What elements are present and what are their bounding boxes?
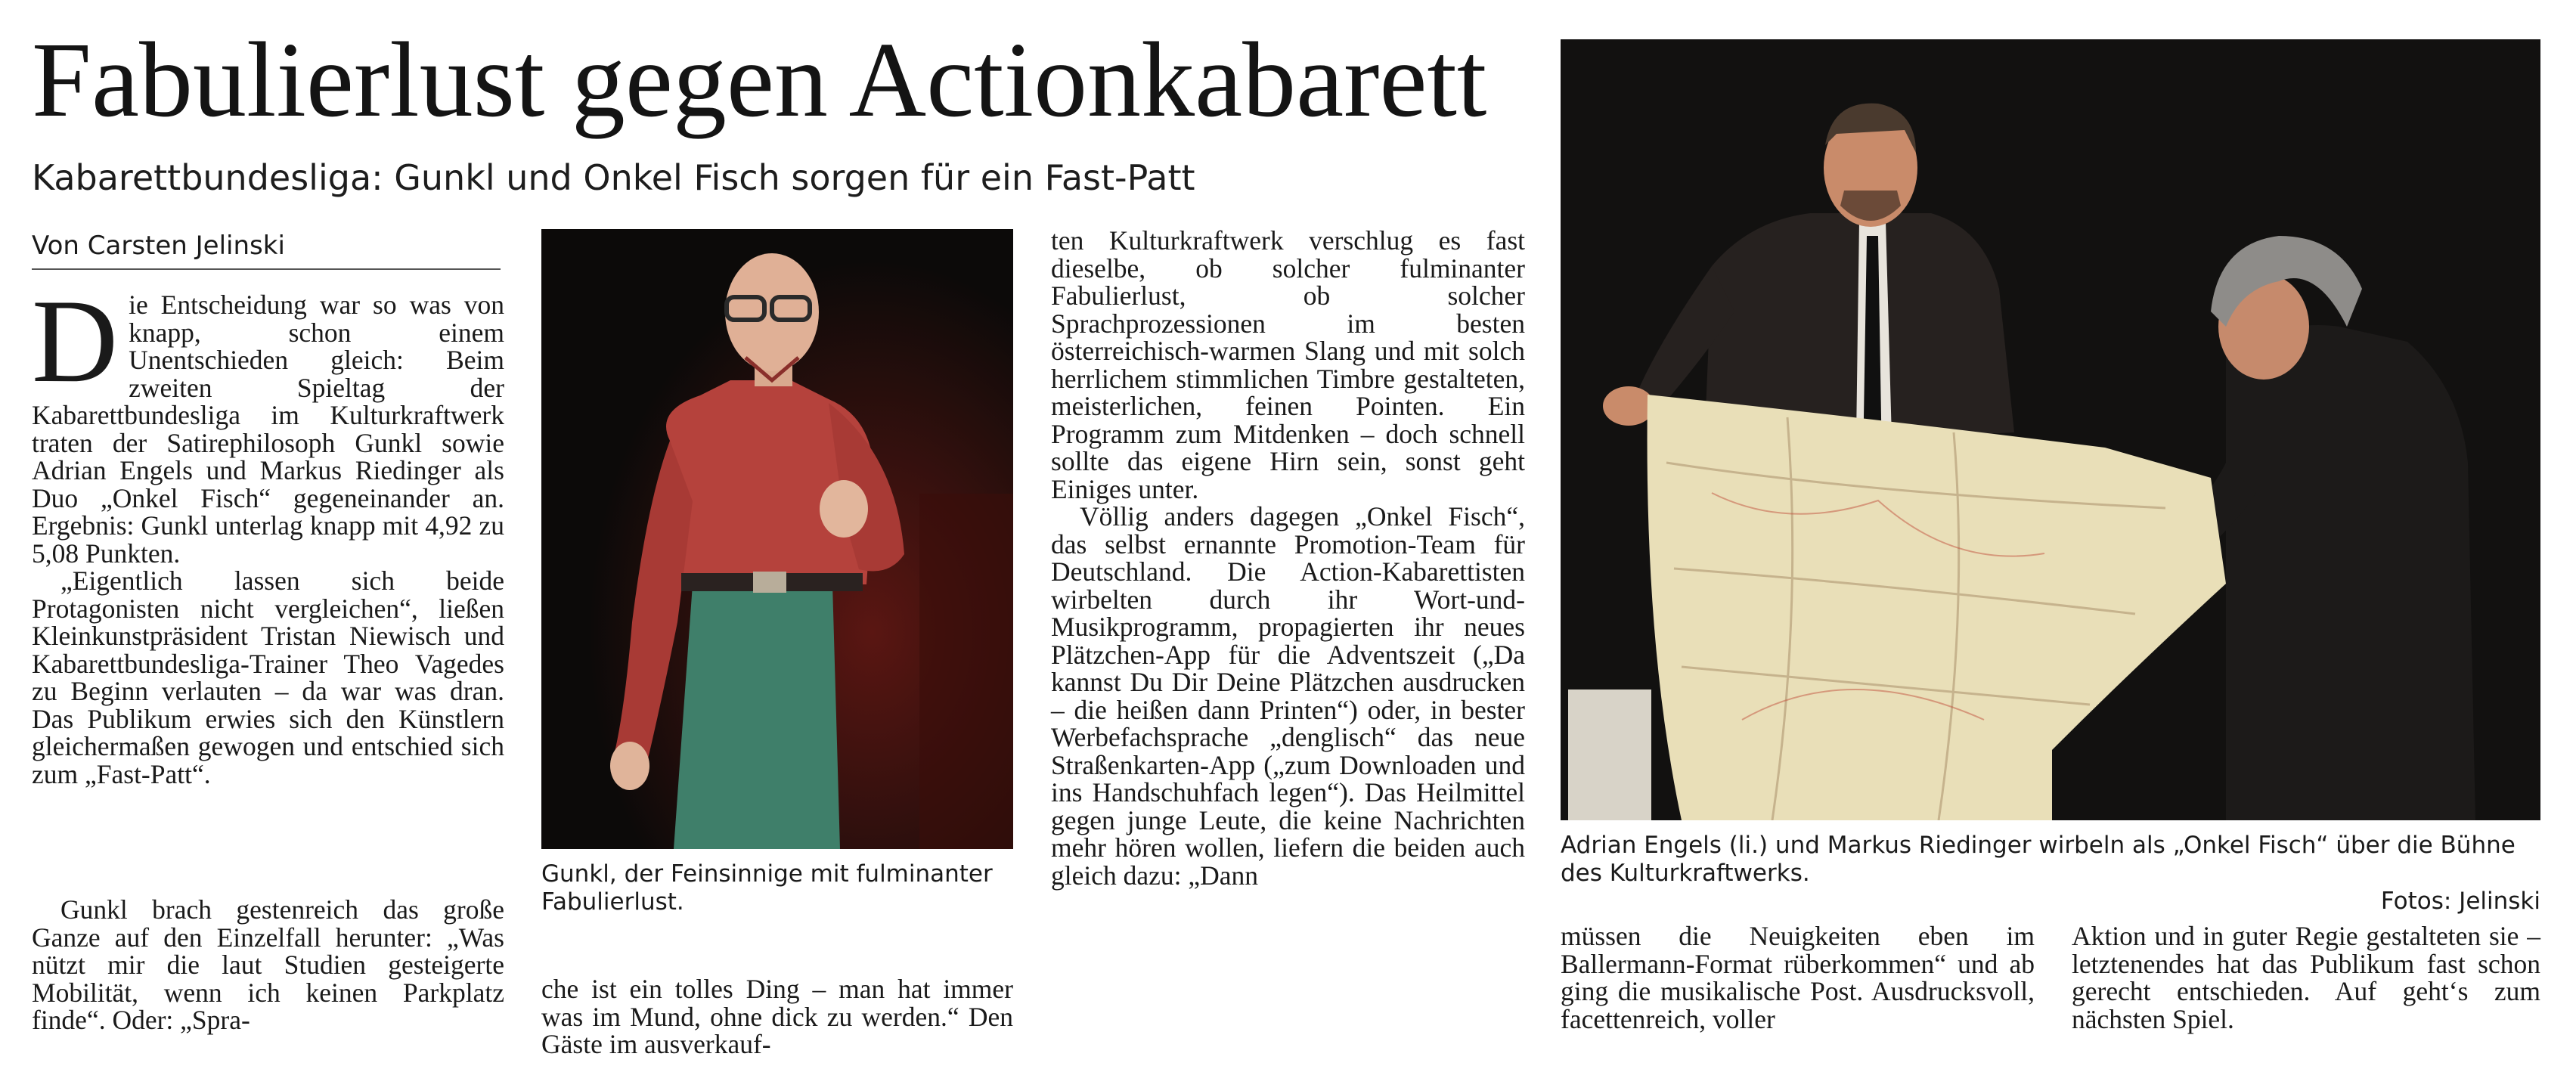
caption-photo-onkel-fisch [1561, 832, 2540, 915]
photo-onkel-fisch [1561, 39, 2540, 820]
paragraph: „Eigentlich lassen sich beide Protagonisten nicht vergleichen“, ließen Kleinkunstpräsident Tristan Niewisch und Kabarettbundesliga-Trainer Theo Vagedes zu Beginn verlauten – da war was dran. Das Publikum erwies sich den Künstlern gleichermaßen gewogen und entschied sich zum „Fast-Patt“. [32, 566, 504, 789]
paragraph-text: ie Entscheidung war so was von knapp, schon einem Unentschieden gleich: Beim zweiten Spieltag der Kabarettbundesliga im Kulturkraftwerk traten der Satirephilosoph Gunkl sowie Adrian Engels und Markus Riedinger als Duo „Onkel Fisch“ gegeneinander an. Ergebnis: Gunkl unterlag knapp mit 4,92 zu 5,08 Punkten. [32, 290, 504, 569]
article-column-4 [1561, 922, 2035, 1062]
paragraph: che ist ein tolles Ding – man hat immer was im Mund, ohne dick zu werden.“ Den Gäste im ausverkauf- [541, 974, 1013, 1059]
article-column-2 [541, 975, 1013, 1062]
paragraph [32, 275, 504, 569]
photo-gunkl [541, 229, 1013, 849]
article-column-3 [1051, 227, 1525, 1062]
article-column-5 [2072, 922, 2540, 1062]
headline: Fabulierlust gegen Actionkabarett [32, 20, 1487, 139]
paragraph: Völlig anders dagegen „Onkel Fisch“, das selbst ernannte Promotion-Team für Deutschland. Die Action-Kabarettisten wirbelten durch ihr Wort-und-Musikprogramm, propagierten ihr neues Plätzchen-App für die Adventszeit („Da kannst Du Dir Deine Plätzchen ausdrucken – die heißen dann Printen“) oder, in bester Werbefachsprache „denglisch“ das neue Straßenkarten-App („zum Downloaden und ins Handschuhfach legen“). Das Heilmittel gegen junge Leute, die keine Nachrichten mehr hören wollen, liefern die beiden auch gleich dazu: „Dann [1051, 501, 1525, 891]
caption-photo-gunkl: Gunkl, der Feinsinnige mit fulminanter Fabulierlust. [541, 860, 993, 916]
byline: Von Carsten Jelinski [32, 223, 501, 270]
paragraph: Aktion und in guter Regie gestalteten sie – letztenendes hat das Publikum fast schon gerecht entschieden. Auf geht‘s zum nächsten Spiel. [2072, 921, 2540, 1034]
article-column-1 [32, 275, 504, 892]
caption-text: Adrian Engels (li.) und Markus Riedinger wirbeln als „Onkel Fisch“ über die Bühne des Kulturkraftwerks. [1561, 832, 2516, 887]
paragraph: Gunkl brach gestenreich das große Ganze auf den Einzelfall herunter: „Was nützt mir die laut Studien gesteigerte Mobilität, wenn ich keinen Parkplatz finde“. Oder: „Spra- [32, 894, 504, 1035]
drop-cap: D [32, 275, 119, 407]
paragraph: ten Kulturkraftwerk verschlug es fast dieselbe, ob solcher fulminanter Fabulierlust, ob solcher Sprachprozessionen im besten österreichisch-warmen Slang und mit solch herrlichem stimmlichen Timbre gestalteten, meisterlichen, feinen Pointen. Ein Programm zum Mitdenken – doch schnell sollte das eigene Hirn sein, sonst geht Einiges unter. [1051, 225, 1525, 504]
photo-credit: Fotos: Jelinski [2380, 888, 2540, 915]
article-column-1-continued [32, 896, 504, 1062]
paragraph: müssen die Neuigkeiten eben im Ballermann-Format rüberkommen“ und ab ging die musikalische Post. Ausdrucksvoll, facettenreich, voller [1561, 921, 2035, 1034]
subheadline: Kabarettbundesliga: Gunkl und Onkel Fisch sorgen für ein Fast-Patt [32, 157, 1195, 198]
